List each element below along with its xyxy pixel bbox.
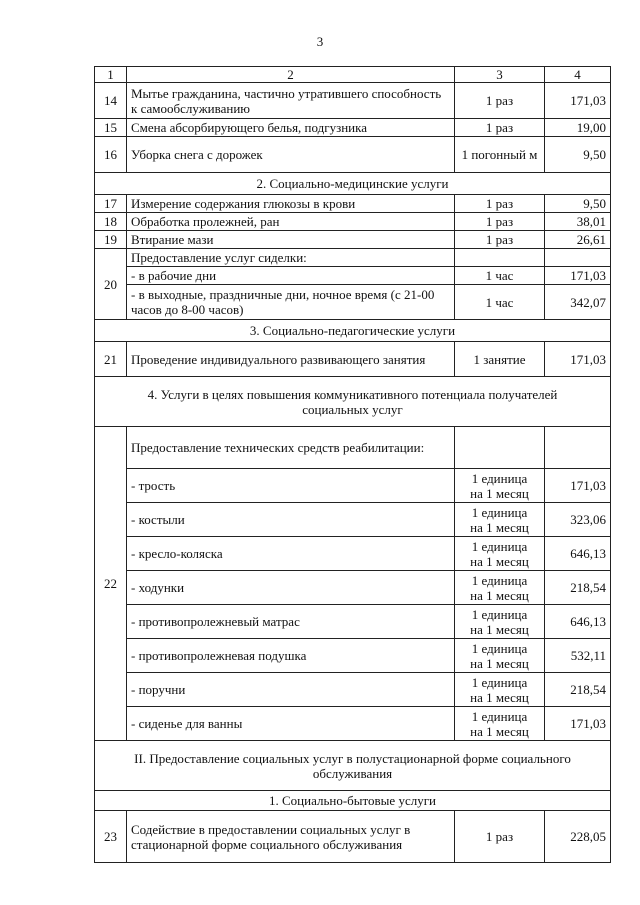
unit-line: 1 единица (471, 470, 528, 486)
service-name: - костыли (127, 503, 455, 537)
service-price: 646,13 (545, 605, 611, 639)
service-name: - в выходные, праздничные дни, ночное время (с 21-00 часов до 8-00 часов) (127, 285, 455, 320)
service-unit (455, 469, 545, 503)
unit-line: 1 единица (471, 674, 528, 690)
unit-line: 1 единица (471, 504, 528, 520)
service-price: 171,03 (545, 267, 611, 285)
service-unit (455, 605, 545, 639)
section-row (95, 741, 611, 791)
service-price: 38,01 (545, 213, 611, 231)
service-unit (455, 707, 545, 741)
unit-line: на 1 месяц (470, 689, 529, 705)
header-col-4: 4 (545, 67, 611, 83)
section-title: 4. Услуги в целях повышения коммуникативного потенциала получателей социальных услуг (95, 377, 611, 427)
row-number: 20 (95, 249, 127, 320)
service-price: 342,07 (545, 285, 611, 320)
table-row (95, 249, 611, 267)
service-price (545, 427, 611, 469)
table-row (95, 285, 611, 320)
table-row (95, 571, 611, 605)
row-number: 15 (95, 119, 127, 137)
service-name: - ходунки (127, 571, 455, 605)
row-number: 22 (95, 427, 127, 741)
service-name: - поручни (127, 673, 455, 707)
service-name: Смена абсорбирующего белья, подгузника (127, 119, 455, 137)
service-group-title: Предоставление технических средств реабилитации: (127, 427, 455, 469)
section-title: 1. Социально-бытовые услуги (95, 791, 611, 811)
service-name: Обработка пролежней, ран (127, 213, 455, 231)
unit-line: на 1 месяц (470, 553, 529, 569)
service-price: 218,54 (545, 673, 611, 707)
unit-line: на 1 месяц (470, 485, 529, 501)
service-name: Проведение индивидуального развивающего занятия (127, 342, 455, 377)
row-number: 18 (95, 213, 127, 231)
service-unit: 1 раз (455, 83, 545, 119)
service-price: 228,05 (545, 811, 611, 863)
table-row (95, 811, 611, 863)
service-unit: 1 раз (455, 231, 545, 249)
table-row (95, 213, 611, 231)
service-price (545, 249, 611, 267)
service-name: - противопролежневый матрас (127, 605, 455, 639)
service-price: 171,03 (545, 83, 611, 119)
service-price: 646,13 (545, 537, 611, 571)
service-unit: 1 раз (455, 195, 545, 213)
unit-line: 1 единица (471, 606, 528, 622)
table-row (95, 231, 611, 249)
service-price: 532,11 (545, 639, 611, 673)
unit-line: на 1 месяц (470, 723, 529, 739)
service-unit (455, 503, 545, 537)
service-unit: 1 занятие (455, 342, 545, 377)
service-group-title: Предоставление услуг сиделки: (127, 249, 455, 267)
service-price: 19,00 (545, 119, 611, 137)
section-title: 2. Социально-медицинские услуги (95, 173, 611, 195)
table-row (95, 503, 611, 537)
service-name: Содействие в предоставлении социальных услуг в стационарной форме социального обслуживания (127, 811, 455, 863)
section-title: 3. Социально-педагогические услуги (95, 320, 611, 342)
row-number: 23 (95, 811, 127, 863)
header-col-3: 3 (455, 67, 545, 83)
service-unit: 1 раз (455, 119, 545, 137)
section-row (95, 377, 611, 427)
table-row (95, 195, 611, 213)
table-row (95, 537, 611, 571)
page-number: 3 (316, 34, 324, 49)
row-number: 14 (95, 83, 127, 119)
service-name: - трость (127, 469, 455, 503)
service-name: Втирание мази (127, 231, 455, 249)
service-name: Уборка снега с дорожек (127, 137, 455, 173)
row-number: 19 (95, 231, 127, 249)
service-price: 26,61 (545, 231, 611, 249)
unit-line: 1 единица (471, 572, 528, 588)
service-price: 323,06 (545, 503, 611, 537)
unit-line: на 1 месяц (470, 587, 529, 603)
table-row (95, 469, 611, 503)
service-name: - сиденье для ванны (127, 707, 455, 741)
service-unit (455, 537, 545, 571)
row-number: 21 (95, 342, 127, 377)
service-name: - в рабочие дни (127, 267, 455, 285)
unit-line: на 1 месяц (470, 621, 529, 637)
table-row (95, 137, 611, 173)
service-name: Измерение содержания глюкозы в крови (127, 195, 455, 213)
service-unit: 1 час (455, 267, 545, 285)
header-col-2: 2 (127, 67, 455, 83)
row-number: 17 (95, 195, 127, 213)
section-row (95, 320, 611, 342)
table-row (95, 83, 611, 119)
unit-line: 1 единица (471, 640, 528, 656)
header-col-1: 1 (95, 67, 127, 83)
table-row (95, 639, 611, 673)
service-price: 171,03 (545, 707, 611, 741)
table-row (95, 673, 611, 707)
row-number: 16 (95, 137, 127, 173)
service-price: 9,50 (545, 195, 611, 213)
unit-line: на 1 месяц (470, 519, 529, 535)
table-row (95, 427, 611, 469)
service-unit: 1 час (455, 285, 545, 320)
unit-line: на 1 месяц (470, 655, 529, 671)
service-unit: 1 раз (455, 811, 545, 863)
service-unit (455, 571, 545, 605)
service-unit: 1 раз (455, 213, 545, 231)
section-row (95, 791, 611, 811)
service-price: 171,03 (545, 342, 611, 377)
tariff-table (94, 66, 611, 863)
service-unit (455, 639, 545, 673)
service-unit (455, 673, 545, 707)
service-unit (455, 427, 545, 469)
table-row (95, 342, 611, 377)
section-row (95, 173, 611, 195)
header-row (95, 67, 611, 83)
service-name: Мытье гражданина, частично утратившего способность к самообслуживанию (127, 83, 455, 119)
service-price: 9,50 (545, 137, 611, 173)
table-row (95, 119, 611, 137)
service-name: - противопролежневая подушка (127, 639, 455, 673)
service-name: - кресло-коляска (127, 537, 455, 571)
section-title: II. Предоставление социальных услуг в полустационарной форме социального обслуживания (95, 741, 611, 791)
unit-line: 1 единица (471, 708, 528, 724)
table-row (95, 267, 611, 285)
service-price: 218,54 (545, 571, 611, 605)
table-row (95, 707, 611, 741)
table-row (95, 605, 611, 639)
service-unit (455, 249, 545, 267)
service-price: 171,03 (545, 469, 611, 503)
service-unit: 1 погонный м (455, 137, 545, 173)
unit-line: 1 единица (471, 538, 528, 554)
